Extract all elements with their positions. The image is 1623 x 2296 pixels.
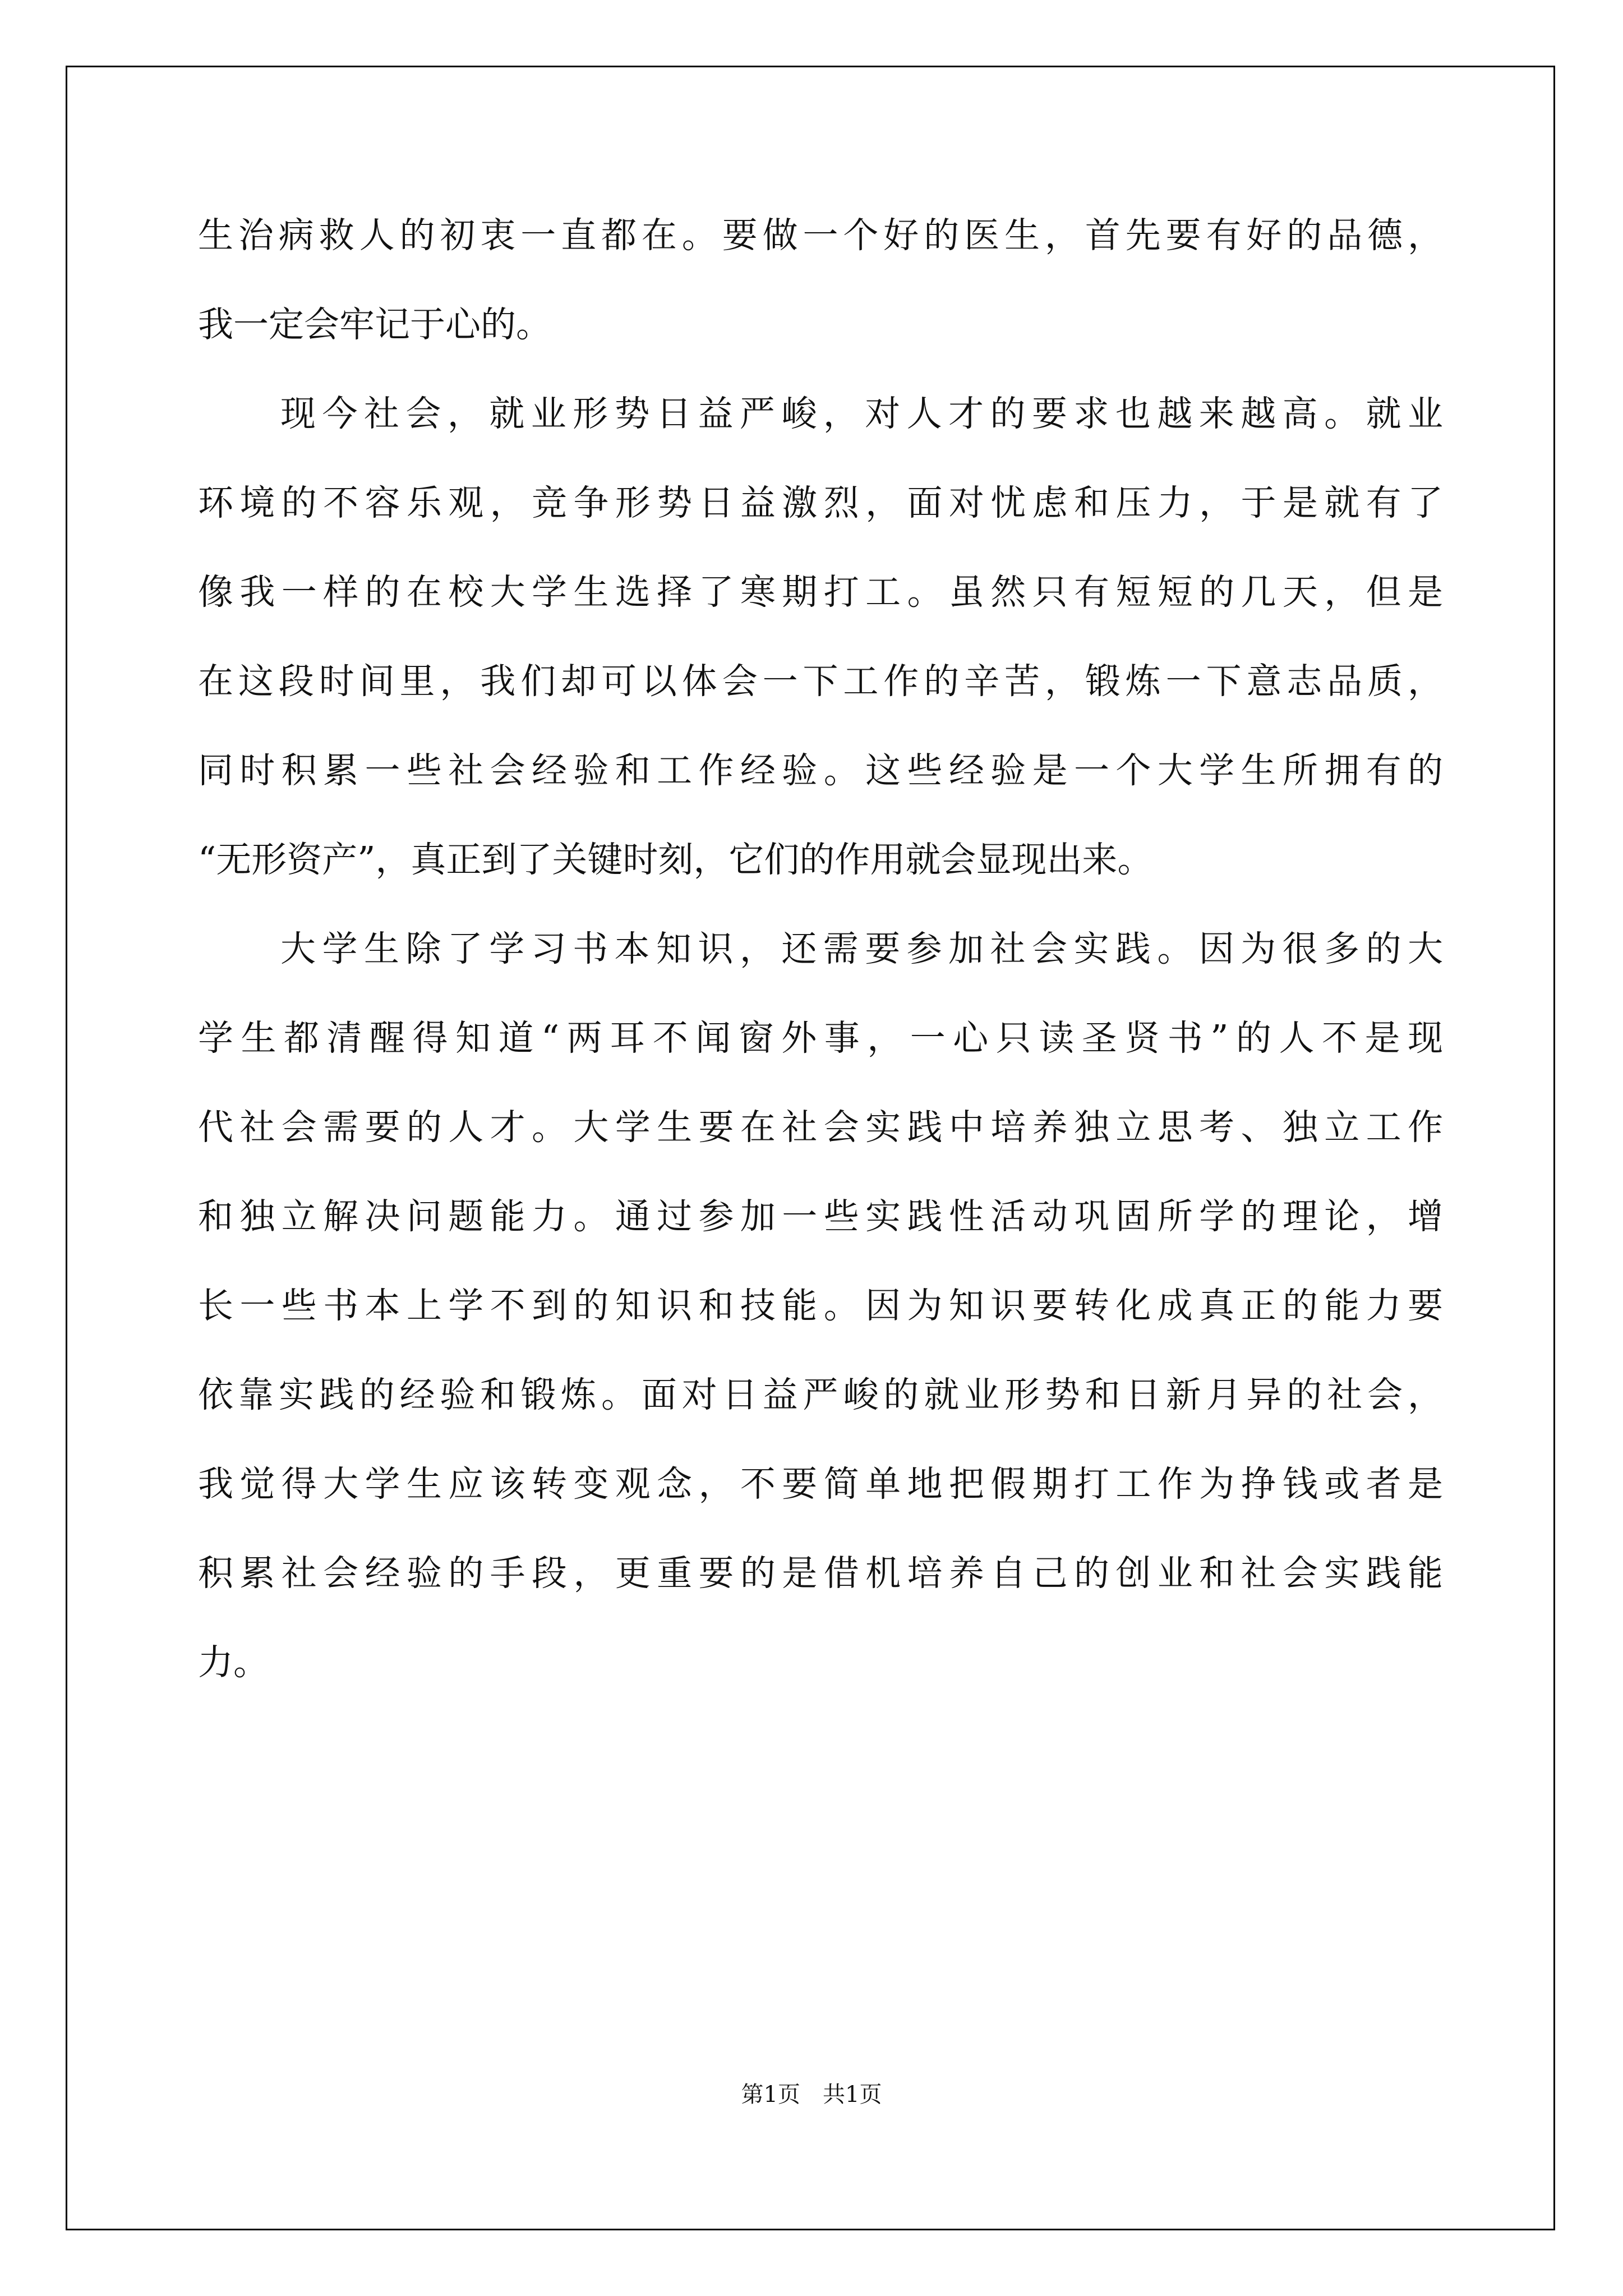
paragraph-3-line-3: 代社会需要的人才。大学生要在社会实践中培养独立思考、独立工作 [198, 1107, 1443, 1148]
paragraph-3-line-1: 大学生除了学习书本知识，还需要参加社会实践。因为很多的大 [280, 928, 1443, 969]
paragraph-2-line-5: 同时积累一些社会经验和工作经验。这些经验是一个大学生所拥有的 [198, 750, 1443, 791]
paragraph-2-line-2: 环境的不容乐观，竞争形势日益激烈，面对忧虑和压力，于是就有了 [198, 482, 1443, 523]
paragraph-1-line-2: 我一定会牢记于心的。 [198, 304, 551, 345]
paragraph-3-line-2: 学生都清醒得知道“两耳不闻窗外事，一心只读圣贤书”的人不是现 [198, 1018, 1443, 1059]
paragraph-3-line-4: 和独立解决问题能力。通过参加一些实践性活动巩固所学的理论，增 [198, 1196, 1443, 1237]
paragraph-2-line-6: “无形资产”，真正到了关键时刻，它们的作用就会显现出来。 [198, 839, 1153, 880]
page-number-current: 第1页 [741, 2082, 800, 2108]
page-count-total: 共1页 [823, 2082, 882, 2108]
paragraph-2-line-3: 像我一样的在校大学生选择了寒期打工。虽然只有短短的几天，但是 [198, 572, 1443, 613]
paragraph-3-line-9: 力。 [198, 1642, 269, 1683]
page-footer [0, 2077, 1623, 2109]
paragraph-3-line-5: 长一些书本上学不到的知识和技能。因为知识要转化成真正的能力要 [198, 1285, 1443, 1326]
document-body [198, 191, 1443, 1707]
paragraph-2-line-4: 在这段时间里，我们却可以体会一下工作的辛苦，锻炼一下意志品质， [198, 661, 1443, 702]
paragraph-2-line-1: 现今社会，就业形势日益严峻，对人才的要求也越来越高。就业 [280, 393, 1443, 434]
paragraph-1-line-1: 生治病救人的初衷一直都在。要做一个好的医生，首先要有好的品德， [198, 215, 1443, 256]
paragraph-3-line-7: 我觉得大学生应该转变观念，不要简单地把假期打工作为挣钱或者是 [198, 1464, 1443, 1504]
paragraph-3-line-6: 依靠实践的经验和锻炼。面对日益严峻的就业形势和日新月异的社会， [198, 1374, 1443, 1415]
paragraph-3-line-8: 积累社会经验的手段，更重要的是借机培养自己的创业和社会实践能 [198, 1553, 1443, 1594]
